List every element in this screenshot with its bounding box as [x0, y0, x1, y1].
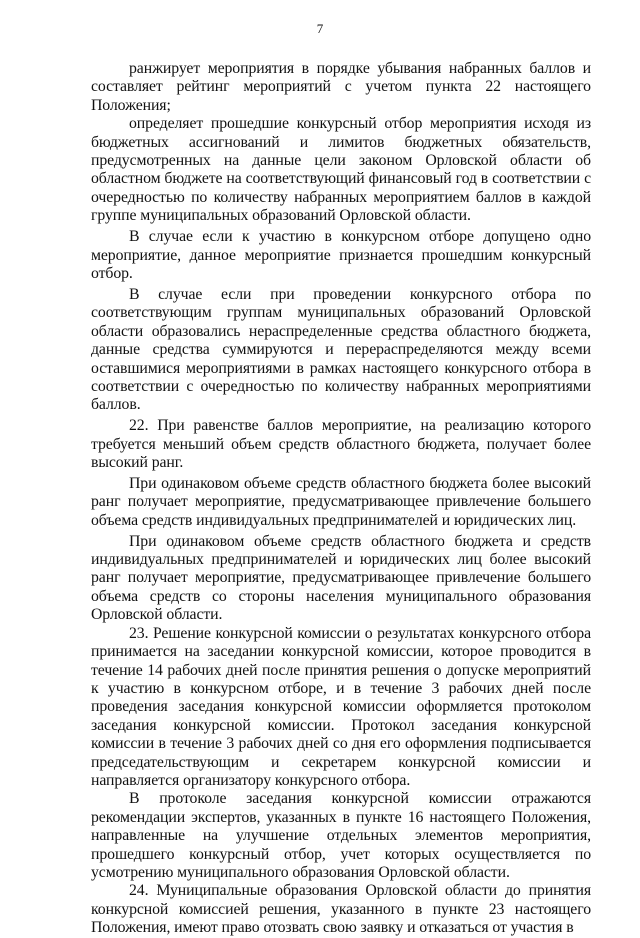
paragraph-ranking: ранжирует мероприятия в порядке убывания набранных баллов и составляет рейтинг мероприятий с учетом пункта 22 настоящего Положения;	[91, 60, 591, 114]
paragraph-determines-winners: определяет прошедшие конкурсный отбор мероприятия исходя из бюджетных ассигнований и лимитов бюджетных обязательств, предусмотренных на данные цели законом Орловской области об областном бюджете на соответствующий финансовый год в соответствии с очередностью по количеству набранных мероприятием баллов в каждой группе муниципальных образований Орловской области.	[91, 115, 591, 225]
paragraph-protocol-recommendations: В протоколе заседания конкурсной комиссии отражаются рекомендации экспертов, указанных в пункте 16 настоящего Положения, направленные на улучшение отдельных элементов мероприятия, прошедшего конкурсный отбор, учет которых осуществляется по усмотрению муниципального образования Орловской области.	[91, 790, 591, 881]
paragraph-equal-budget: При одинаковом объеме средств областного бюджета более высокий ранг получает мероприятие, предусматривающее привлечение большего объема средств индивидуальных предпринимателей и юридических лиц.	[91, 474, 591, 529]
paragraph-clause-22: 22. При равенстве баллов мероприятие, на реализацию которого требуется меньший объем средств областного бюджета, получает более высокий ранг.	[91, 417, 591, 472]
document-body	[91, 60, 591, 938]
paragraph-undistributed-funds: В случае если при проведении конкурсного отбора по соответствующим группам муниципальных образований Орловской области образовались нераспределенные средства областного бюджета, данные средства суммируются и перераспределяются между всеми оставшимися мероприятиями в рамках настоящего конкурсного отбора в соответствии с очередностью по количеству набранных мероприятиями баллов.	[91, 285, 591, 414]
page-number: 7	[316, 21, 324, 36]
paragraph-clause-23: 23. Решение конкурсной комиссии о результатах конкурсного отбора принимается на заседании конкурсной комиссии, которое проводится в течение 14 рабочих дней после принятия решения о допуске мероприятий к участию в конкурсном отборе, и в течение 3 рабочих дней после проведения заседания конкурсной комиссии оформляется протоколом заседания конкурсной комиссии. Протокол заседания конкурсной комиссии в течение 3 рабочих дней со дня его оформления подписывается председательствующим и секретарем конкурсной комиссии и направляется организатору конкурсного отбора.	[91, 624, 591, 789]
paragraph-clause-24: 24. Муниципальные образования Орловской области до принятия конкурсной комиссией решения, указанного в пункте 23 настоящего Положения, имеют право отозвать свою заявку и отказаться от участия в	[91, 882, 591, 937]
paragraph-equal-budget-and-business: При одинаковом объеме средств областного бюджета и средств индивидуальных предпринимателей и юридических лиц более высокий ранг получает мероприятие, предусматривающее привлечение большего объема средств со стороны населения муниципального образования Орловской области.	[91, 532, 591, 624]
paragraph-single-entry: В случае если к участию в конкурсном отборе допущено одно мероприятие, данное мероприятие признается прошедшим конкурсный отбор.	[91, 228, 591, 282]
